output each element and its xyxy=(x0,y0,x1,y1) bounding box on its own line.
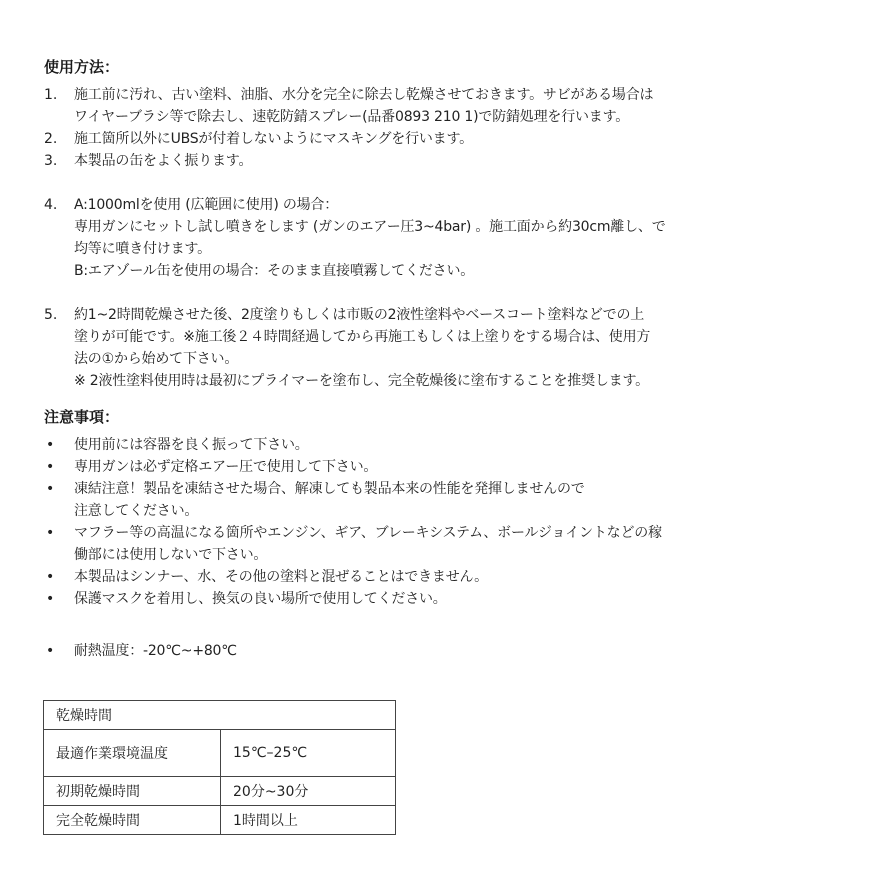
caution-text-line: 凍結注意！製品を凍結させた場合、解凍しても製品本来の性能を発揮しませんので xyxy=(74,481,585,497)
table-header-cell: 乾燥時間 xyxy=(44,701,396,730)
item-number: 2. xyxy=(44,131,58,147)
item-text-line: 法の①から始めて下さい。 xyxy=(74,351,239,367)
item-text-line: 均等に噴き付けます。 xyxy=(74,241,211,257)
item-number: 1. xyxy=(44,87,58,103)
caution-item xyxy=(44,566,744,588)
caution-text-line: 保護マスクを着用し、換気の良い場所で使用してください。 xyxy=(74,591,447,607)
item-text-line: 約1~2時間乾燥させた後、2度塗りもしくは市販の2液性塗料やベースコート塗料などでの上 xyxy=(74,307,645,323)
item-text-line: ※ 2液性塗料使用時は最初にプライマーを塗布し、完全乾燥後に塗布することを推奨します。 xyxy=(74,373,649,389)
table-row xyxy=(44,777,396,806)
table-label-cell: 最適作業環境温度 xyxy=(44,730,221,777)
table-label-cell: 初期乾燥時間 xyxy=(44,777,221,806)
caution-item xyxy=(44,522,744,566)
usage-item-5 xyxy=(44,304,744,392)
item-text-line: 本製品の缶をよく振ります。 xyxy=(74,153,253,169)
item-number: 5. xyxy=(44,307,58,323)
caution-item xyxy=(44,588,744,610)
caution-text-line: 専用ガンは必ず定格エアー圧で使用して下さい。 xyxy=(74,459,378,475)
drying-time-table xyxy=(43,700,396,835)
table-value-cell: 20分~30分 xyxy=(221,777,396,806)
bullet-icon: • xyxy=(46,643,55,659)
item-text-line: 塗りが可能です。※施工後２４時間経過してから再施工もしくは上塗りをする場合は、使用方 xyxy=(74,329,651,345)
usage-item-1 xyxy=(44,84,744,128)
bullet-icon: • xyxy=(46,459,55,475)
item-text-line: B:エアゾール缶を使用の場合：そのまま直接噴霧してください。 xyxy=(74,263,475,279)
caution-text-line: 本製品はシンナー、水、その他の塗料と混ぜることはできません。 xyxy=(74,569,488,585)
caution-item xyxy=(44,434,744,456)
table-row xyxy=(44,730,396,777)
heat-resistance-text: 耐熱温度：-20℃~+80℃ xyxy=(74,643,237,659)
bullet-icon: • xyxy=(46,437,55,453)
table-label-cell: 完全乾燥時間 xyxy=(44,806,221,835)
item-text-line: 施工箇所以外にUBSが付着しないようにマスキングを行います。 xyxy=(74,131,473,147)
item-text-line: ワイヤーブラシ等で除去し、速乾防錆スプレー(品番0893 210 1)で防錆処理を行います。 xyxy=(74,109,630,125)
item-text-line: A:1000mlを使用 (広範囲に使用) の場合： xyxy=(74,197,339,213)
caution-text-line: 注意してください。 xyxy=(74,503,199,519)
item-text-line: 施工前に汚れ、古い塗料、油脂、水分を完全に除去し乾燥させておきます。サビがある場合は xyxy=(74,87,654,103)
caution-text-line: 使用前には容器を良く振って下さい。 xyxy=(74,437,309,453)
bullet-icon: • xyxy=(46,481,55,497)
item-number: 3. xyxy=(44,153,58,169)
usage-section-title: 使用方法： xyxy=(44,58,120,76)
item-number: 4. xyxy=(44,197,58,213)
heat-resistance-item xyxy=(44,640,744,662)
usage-item-4 xyxy=(44,194,744,282)
table-header-row xyxy=(44,701,396,730)
bullet-icon: • xyxy=(46,569,55,585)
caution-text-line: 働部には使用しないで下さい。 xyxy=(74,547,268,563)
caution-text-line: マフラー等の高温になる箇所やエンジン、ギア、ブレーキシステム、ボールジョイントなどの稼 xyxy=(74,525,662,541)
item-text-line: 専用ガンにセットし試し噴きをします (ガンのエアー圧3~4bar) 。施工面から約30cm離し、で xyxy=(74,219,666,235)
instructions-document xyxy=(44,56,744,662)
table-value-cell: 1時間以上 xyxy=(221,806,396,835)
usage-item-2 xyxy=(44,128,744,150)
table-row xyxy=(44,806,396,835)
caution-item xyxy=(44,478,744,522)
usage-item-3 xyxy=(44,150,744,172)
bullet-icon: • xyxy=(46,591,55,607)
bullet-icon: • xyxy=(46,525,55,541)
cautions-section-title: 注意事項： xyxy=(44,408,120,426)
caution-item xyxy=(44,456,744,478)
table-value-cell: 15℃–25℃ xyxy=(221,730,396,777)
